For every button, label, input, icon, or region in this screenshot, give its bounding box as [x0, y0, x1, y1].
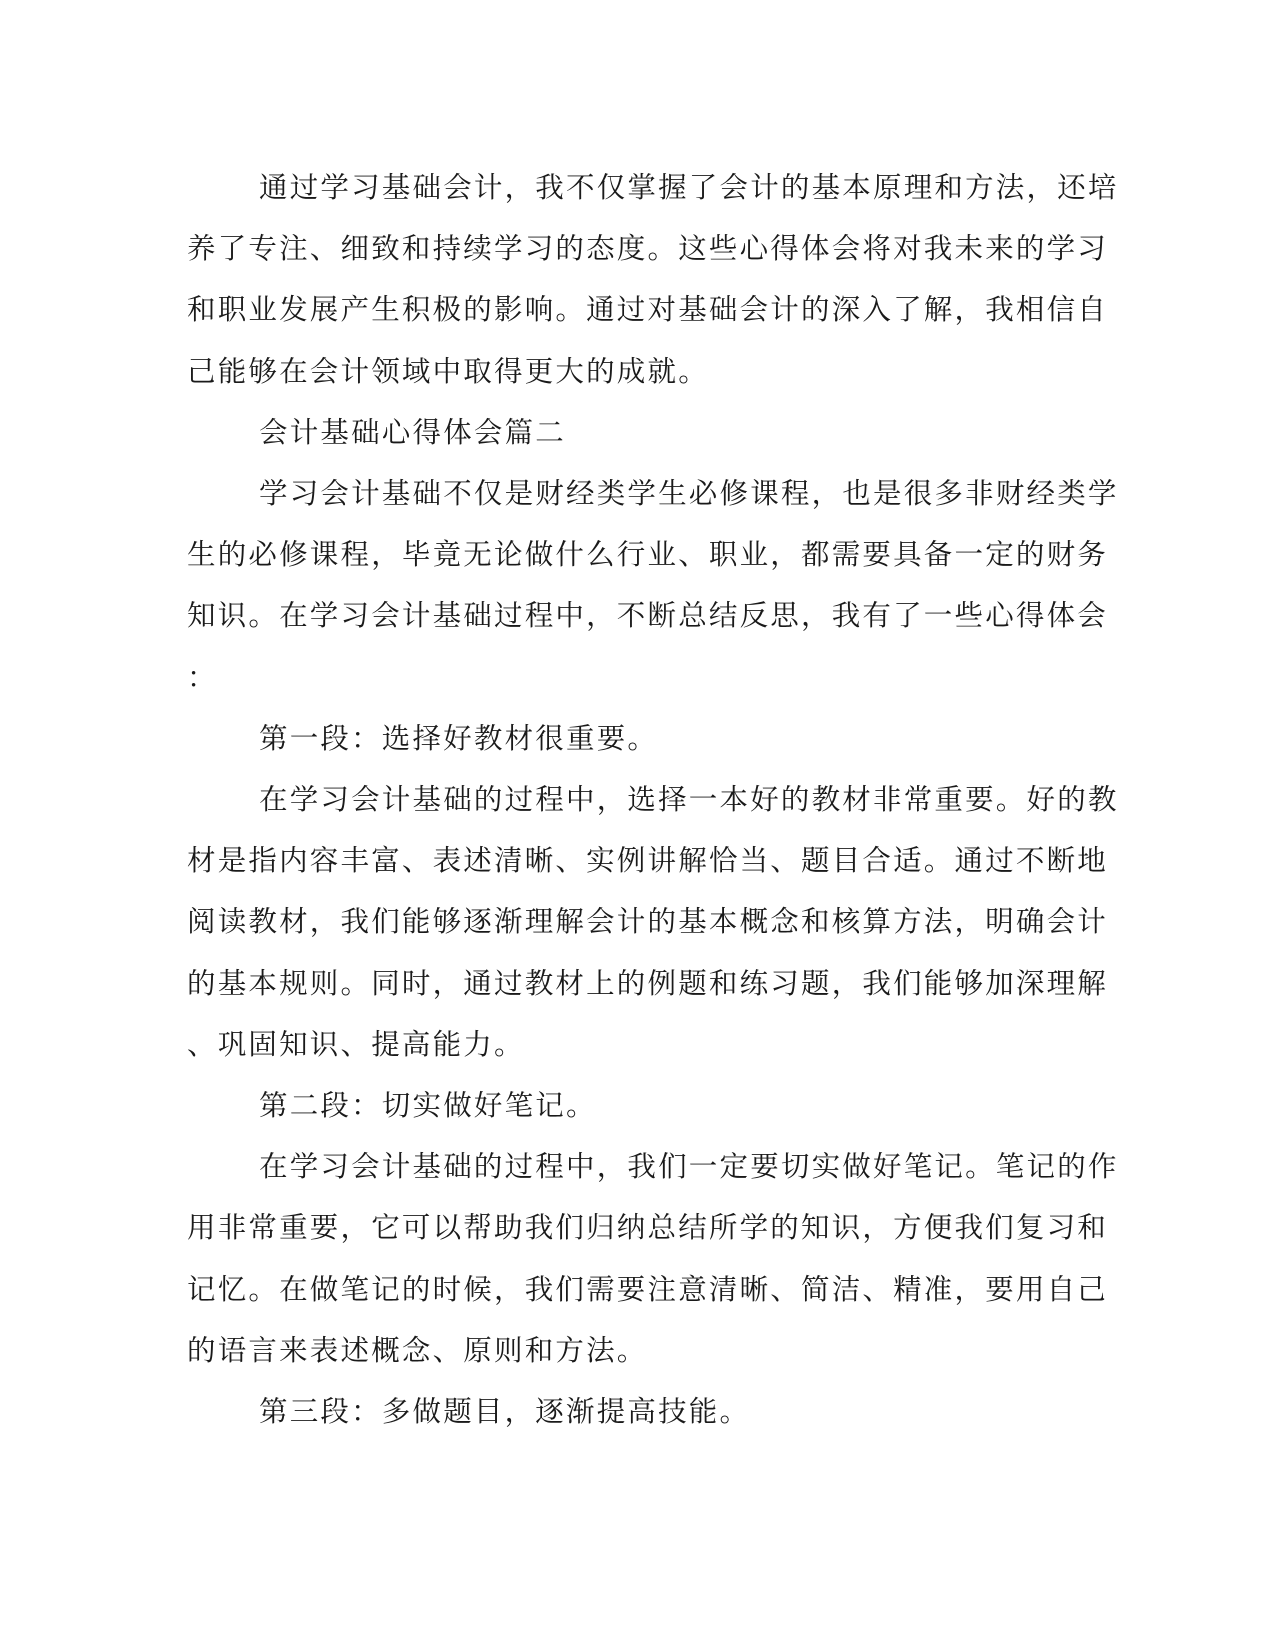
document-body [187, 157, 1119, 1442]
text-line: 、巩固知识、提高能力。 [187, 1027, 525, 1061]
text-line: 学习会计基础不仅是财经类学生必修课程，也是很多非财经类学 [259, 477, 1119, 511]
paragraph-conclusion [187, 157, 1119, 402]
text-line: 养了专注、细致和持续学习的态度。这些心得体会将对我未来的学习 [187, 232, 1109, 266]
text-line: 用非常重要，它可以帮助我们归纳总结所学的知识，方便我们复习和 [187, 1211, 1109, 1245]
text-line: ： [187, 660, 218, 694]
section-heading-3: 第三段：多做题目，逐渐提高技能。 [259, 1395, 751, 1429]
text-line: 的语言来表述概念、原则和方法。 [187, 1333, 648, 1367]
text-line: 材是指内容丰富、表述清晰、实例讲解恰当、题目合适。通过不断地 [187, 844, 1109, 878]
section-heading-1: 第一段：选择好教材很重要。 [259, 721, 659, 755]
text-line: 阅读教材，我们能够逐渐理解会计的基本概念和核算方法，明确会计 [187, 905, 1109, 939]
paragraph-notes [187, 1136, 1119, 1381]
section-title: 会计基础心得体会篇二 [259, 415, 567, 449]
text-line: 己能够在会计领域中取得更大的成就。 [187, 354, 709, 388]
text-line: 在学习会计基础的过程中，选择一本好的教材非常重要。好的教 [259, 783, 1119, 817]
text-line: 的基本规则。同时，通过教材上的例题和练习题，我们能够加深理解 [187, 966, 1109, 1000]
text-line: 在学习会计基础的过程中，我们一定要切实做好笔记。笔记的作 [259, 1150, 1119, 1184]
text-line: 记忆。在做笔记的时候，我们需要注意清晰、简洁、精准，要用自己 [187, 1272, 1109, 1306]
paragraph-textbook [187, 769, 1119, 1075]
text-line: 通过学习基础会计，我不仅掌握了会计的基本原理和方法，还培 [259, 171, 1119, 204]
text-line: 生的必修课程，毕竟无论做什么行业、职业，都需要具备一定的财务 [187, 538, 1109, 572]
paragraph-intro [187, 463, 1119, 708]
section-heading-2: 第二段：切实做好笔记。 [259, 1089, 597, 1123]
text-line: 和职业发展产生积极的影响。通过对基础会计的深入了解，我相信自 [187, 293, 1109, 327]
text-line: 知识。在学习会计基础过程中，不断总结反思，我有了一些心得体会 [187, 599, 1109, 633]
